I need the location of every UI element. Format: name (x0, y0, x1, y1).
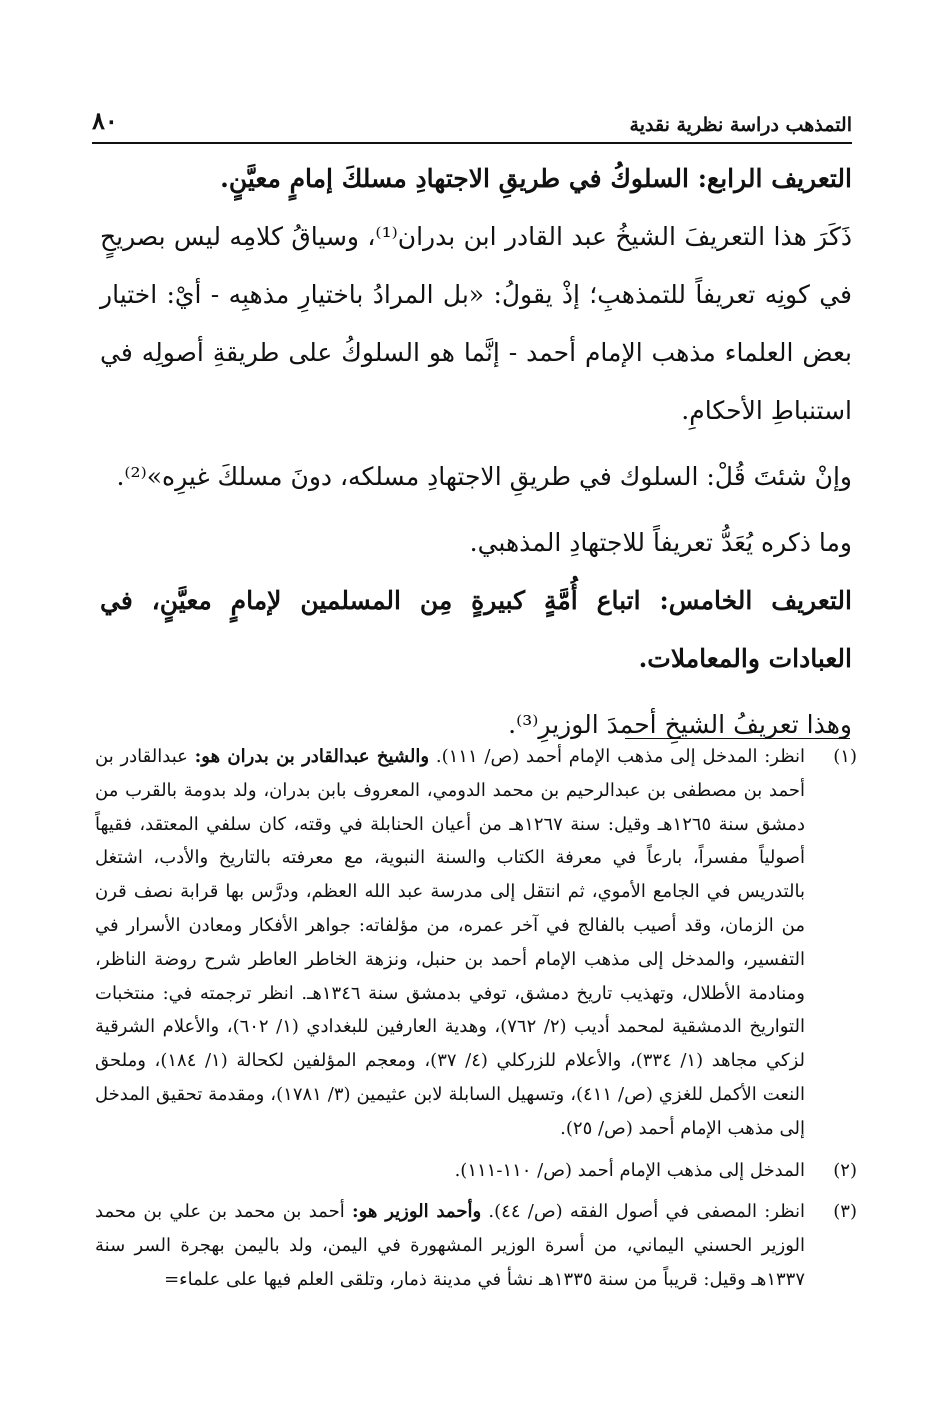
paragraph: وهذا تعريفُ الشيخِ أحمدَ الوزيرِ⁽³⁾. (508, 710, 852, 739)
paragraph: وما ذكره يُعَدُّ تعريفاً للاجتهادِ المذهبي. (469, 528, 852, 557)
footnote-number: (٣) (833, 1201, 857, 1223)
definition-four-heading: التعريف الرابع: السلوكُ في طريقِ الاجتهادِ مسلكَ إمامٍ معيَّنٍ. (220, 164, 852, 193)
header-title: التمذهب دراسة نظرية نقدية (629, 114, 852, 136)
footnote-lead: انظر: المدخل إلى مذهب الإمام أحمد (ص/ ١١١). (429, 746, 805, 767)
footnote-separator (625, 738, 850, 739)
footnote-bold: وأحمد الوزير هو: (351, 1201, 482, 1223)
paragraph: ذَكَرَ هذا التعريفَ الشيخُ عبد القادر ابن بدران⁽¹⁾، وسياقُ كلامِه ليس بصريحٍ في كونِه تعريفاً للتمذهبِ؛ إذْ يقولُ: «بل المرادُ باختيارِ مذهبِه - أيْ: اختيار بعض العلماء مذهب الإمام أحمد - إنَّما هو السلوكُ على طريقةِ أصولِه في استنباطِ الأحكامِ. (100, 222, 853, 425)
footnote-text: أحمد بن محمد بن علي بن محمد الوزير الحسني اليماني، من أسرة الوزير المشهورة في اليمن، ولد باليمن بهجرة السر سنة ١٣٣٧هـ وقيل: قريباً من سنة ١٣٣٥هـ نشأ في مدينة ذمار، وتلقى العلم فيها على علماء= (95, 1201, 805, 1290)
footnote-lead: انظر: المصفى في أصول الفقه (ص/ ٤٤). (481, 1201, 806, 1223)
running-header (92, 100, 852, 140)
main-text (100, 150, 852, 754)
footnote-bold: والشيخ عبدالقادر بن بدران هو: (194, 746, 430, 767)
paragraph: وإنْ شئتَ قُلْ: السلوك في طريقِ الاجتهادِ مسلكه، دونَ مسلكَ غيرِه»⁽²⁾. (116, 462, 852, 491)
definition-five-heading: التعريف الخامس: اتباع أُمَّةٍ كبيرةٍ مِن المسلمين لإمامٍ معيَّنٍ، في العبادات والمعاملات. (100, 586, 852, 673)
footnote-2 (95, 1154, 857, 1188)
footnote-1 (95, 740, 857, 1146)
footnotes (95, 740, 857, 1305)
footnote-lead: المدخل إلى مذهب الإمام أحمد (ص/ ١١٠-١١١). (454, 1159, 805, 1181)
footnote-text: عبدالقادر بن أحمد بن مصطفى بن عبدالرحيم بن محمد الدومي، المعروف بابن بدران، ولد بدومة بالقرب من دمشق سنة ١٢٦٥هـ وقيل: سنة ١٢٦٧هـ من أعيان الحنابلة في وقته، كان سلفي المعتقد، فقيهاً أصولياً مفسراً، بارعاً في معرفة الكتاب والسنة النبوية، مع معرفته بالتاريخ والأدب، اشتغل بالتدريس في الجامع الأموي، ثم انتقل إلى مدرسة عبد الله العظم، ودرَّس بها قرابة نصف قرن من الزمان، وقد أصيب بالفالج في آخر عمره، من مؤلفاته: جواهر الأفكار ومعادن الأسرار في التفسير، والمدخل إلى مذهب الإمام أحمد بن حنبل، ونزهة الخاطر العاطر شرح روضة الناظر، ومنادمة الأطلال، وتهذيب تاريخ دمشق، توفي بدمشق سنة ١٣٤٦هـ. انظر ترجمته في: منتخبات التواريخ الدمشقية لمحمد أديب (٢/ ٧٦٢)، وهدية العارفين للبغدادي (١/ ٦٠٢)، والأعلام الشرقية لزكي مجاهد (١/ ٣٣٤)، والأعلام للزركلي (٤/ ٣٧)، ومعجم المؤلفين لكحالة (١/ ١٨٤)، وملحق النعت الأكمل للغزي (ص/ ٤١١)، وتسهيل السابلة لابن عثيمين (٣/ ١٧٨١)، ومقدمة تحقيق المدخل إلى مذهب الإمام أحمد (ص/ ٢٥). (95, 746, 805, 1139)
page-number: ٨٠ (92, 106, 118, 135)
footnote-number: (٢) (833, 1159, 857, 1181)
header-rule (92, 142, 852, 144)
footnote-number: (١) (833, 746, 857, 767)
footnote-3 (95, 1195, 857, 1296)
